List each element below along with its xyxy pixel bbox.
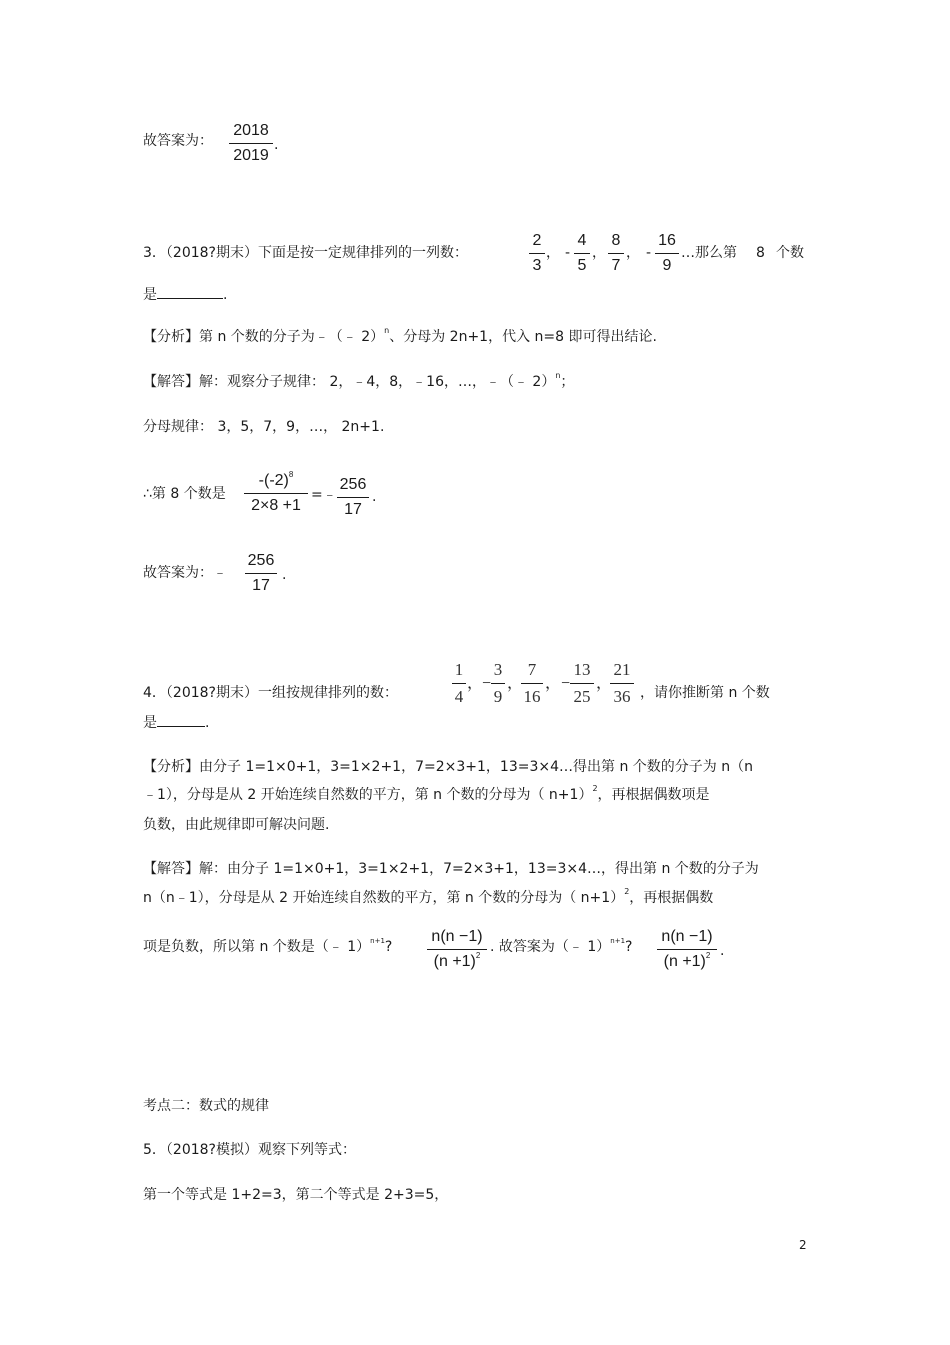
q3-term-1 xyxy=(529,232,545,275)
q4-term-4 xyxy=(570,660,594,707)
q4-solution-l3-end: . xyxy=(720,943,725,959)
q4-term-5 xyxy=(610,660,634,707)
q3-sep: ， xyxy=(626,245,640,261)
q4-term-4-sign: − xyxy=(561,675,571,692)
q3-analysis-text: 【分析】第 n 个数的分子为﹣（﹣ 2） xyxy=(143,329,385,345)
q4-solution-l3-sup-2: n+1 xyxy=(610,937,626,945)
q4-sep: ， xyxy=(596,675,613,692)
q2-answer-num: 2018 xyxy=(233,122,269,139)
q3-term-2-sign: - xyxy=(565,245,571,261)
term-den: 5 xyxy=(577,257,587,274)
section-heading: 考点二：数式的规律 xyxy=(143,1098,269,1114)
q3-term-4 xyxy=(655,232,679,275)
q2-answer-suffix: . xyxy=(274,137,279,153)
answer-blank xyxy=(157,714,205,727)
q4-term-2-sign: − xyxy=(482,675,492,692)
q3-answer-suffix: . xyxy=(282,567,287,583)
q3-solution-tail: ； xyxy=(560,374,575,390)
q3-eighth-prefix: ∴第 8 个数是 xyxy=(143,486,226,502)
q3-answer-num: 256 xyxy=(247,552,275,569)
q3-solution-text: 【解答】解：观察分子规律： 2，﹣4，8，﹣16，…，﹣（﹣ 2） xyxy=(143,374,556,390)
q3-analysis-sup: n xyxy=(384,326,390,335)
q4-stem: 4．（2018?期末）一组按规律排列的数： xyxy=(143,685,398,701)
term-num: 1 xyxy=(454,660,464,679)
q4-answer-fraction xyxy=(657,928,717,971)
q4-solution-l3-sup: n+1 xyxy=(370,937,385,945)
q4-solution-l1: 【解答】解：由分子 1=1×0+1，3=1×2+1，7=2×3+1，13=3×4…，得出第 n 个数的分子为 xyxy=(143,861,759,877)
q4-solution-l3-q-2: ? xyxy=(625,939,633,955)
q4-solution-l3a-text: 项是负数，所以第 n 个数是（﹣ 1） xyxy=(143,939,371,955)
q3-eighth-result xyxy=(337,476,369,519)
q3-analysis xyxy=(143,326,657,345)
q4-solution-fraction xyxy=(427,928,487,971)
q3-eighth-num-text: -(-2) xyxy=(258,472,289,489)
term-den: 16 xyxy=(523,687,541,706)
q4-frac-den xyxy=(427,950,487,971)
q3-eighth-result-den: 17 xyxy=(344,501,362,518)
term-den: 7 xyxy=(611,257,621,274)
q4-solution-l3a xyxy=(143,937,393,955)
q3-tail-b: 个数 xyxy=(776,245,804,261)
term-den: 4 xyxy=(454,687,464,706)
q4-analysis-l3: 负数，由此规律即可解决问题. xyxy=(143,817,330,833)
q2-answer-prefix: 故答案为： xyxy=(143,133,213,149)
q4-solution-l2a: n（n﹣1），分母是从 2 开始连续自然数的平方，第 n 个数的分母为（ n+1） xyxy=(143,890,625,906)
q3-eighth-suffix: . xyxy=(372,489,377,505)
q5-stem: 5．（2018?模拟）观察下列等式： xyxy=(143,1142,356,1158)
q4-frac-num: n(n −1) xyxy=(431,928,483,945)
q4-analysis-l2b: ，再根据偶数项是 xyxy=(597,787,710,803)
q4-solution-l2b: ，再根据偶数 xyxy=(629,890,714,906)
q3-solution-sup: n xyxy=(555,371,561,380)
q4-line2-text: 是 xyxy=(143,715,157,731)
q4-solution-l2-sup: 2 xyxy=(624,887,630,896)
q3-line2-end: . xyxy=(223,287,228,303)
q3-eighth-fraction xyxy=(244,472,308,515)
q4-answer-num: n(n −1) xyxy=(661,928,713,945)
q3-eighth-den: 2×8 +1 xyxy=(251,497,301,514)
q3-tail-n: 8 xyxy=(756,245,765,261)
q3-stem: 3．（2018?期末）下面是按一定规律排列的一列数： xyxy=(143,245,468,261)
q3-solution xyxy=(143,371,575,390)
q3-line2-text: 是 xyxy=(143,287,157,303)
term-num: 7 xyxy=(527,660,537,679)
term-den: 3 xyxy=(532,257,542,274)
q3-eighth-num xyxy=(244,472,308,493)
q4-sep: ， xyxy=(467,675,484,692)
term-num: 2 xyxy=(532,232,542,249)
term-den: 9 xyxy=(662,257,672,274)
term-den: 9 xyxy=(493,687,503,706)
q2-answer-fraction xyxy=(229,122,273,165)
q4-solution-l3-mid xyxy=(490,937,633,955)
q4-tail: ，请你推断第 n 个数 xyxy=(640,685,770,701)
q4-answer-den-text: (n +1) xyxy=(663,953,706,970)
q3-term-4-sign: - xyxy=(646,245,652,261)
q4-term-2 xyxy=(491,660,505,707)
q4-answer-den-sup: 2 xyxy=(705,951,711,960)
page-number: 2 xyxy=(799,1238,807,1252)
q5-line1: 第一个等式是 1+2=3，第二个等式是 2+3=5， xyxy=(143,1187,449,1203)
q4-line2-end: . xyxy=(205,715,210,731)
q3-eighth-num-sup: 8 xyxy=(288,470,294,479)
q4-analysis-l2-sup: 2 xyxy=(592,784,598,793)
q4-analysis-l2 xyxy=(143,784,710,803)
term-num: 16 xyxy=(658,232,676,249)
q3-answer-fraction xyxy=(245,552,277,595)
q3-term-3 xyxy=(608,232,624,275)
q3-term-2 xyxy=(574,232,590,275)
q4-analysis-l2a: ﹣1），分母是从 2 开始连续自然数的平方，第 n 个数的分母为（ n+1） xyxy=(143,787,593,803)
q3-eighth-result-num: 256 xyxy=(339,476,367,493)
answer-blank xyxy=(157,286,223,299)
q3-sep: ， xyxy=(592,245,606,261)
term-num: 8 xyxy=(611,232,621,249)
q3-answer-prefix: 故答案为：﹣ xyxy=(143,565,227,581)
q3-analysis-tail: 、分母为 2n+1，代入 n=8 即可得出结论. xyxy=(389,329,657,345)
q4-solution-l2 xyxy=(143,887,714,906)
term-num: 13 xyxy=(573,660,591,679)
term-num: 4 xyxy=(577,232,587,249)
q4-analysis-l1: 【分析】由分子 1=1×0+1，3=1×2+1，7=2×3+1，13=3×4…得出第 n 个数的分子为 n（n xyxy=(143,759,753,775)
q4-line2 xyxy=(143,714,209,730)
q2-answer-den: 2019 xyxy=(233,147,269,164)
q4-solution-l3-q: ? xyxy=(384,939,393,955)
q3-line2 xyxy=(143,286,227,302)
term-num: 3 xyxy=(493,660,503,679)
term-den: 25 xyxy=(573,687,591,706)
term-num: 21 xyxy=(613,660,631,679)
q3-denominator-rule: 分母规律： 3，5，7，9，…， 2n+1. xyxy=(143,419,385,435)
term-den: 36 xyxy=(613,687,631,706)
q3-tail-a: …那么第 xyxy=(681,245,737,261)
q4-term-3 xyxy=(521,660,543,707)
q3-sep: ， xyxy=(546,245,560,261)
q4-solution-l3-mid-text: . 故答案为（﹣ 1） xyxy=(490,939,611,955)
q4-frac-den-sup: 2 xyxy=(475,951,481,960)
q4-sep: ， xyxy=(545,675,562,692)
q3-eighth-eq: =﹣ xyxy=(311,487,337,503)
q4-sep: ， xyxy=(507,675,524,692)
q3-answer-den: 17 xyxy=(252,577,270,594)
q4-answer-den xyxy=(657,950,717,971)
q4-frac-den-text: (n +1) xyxy=(433,953,476,970)
q4-term-1 xyxy=(452,660,466,707)
